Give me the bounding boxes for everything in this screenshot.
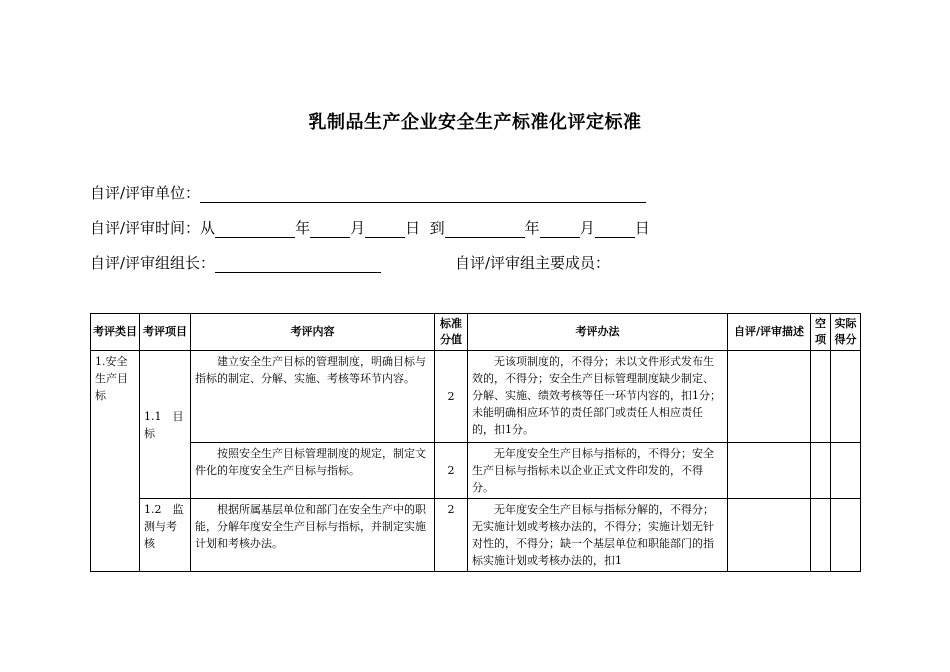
header-description: 自评/评审描述 — [728, 314, 811, 351]
description-cell[interactable] — [728, 443, 811, 499]
header-content: 考评内容 — [191, 314, 435, 351]
header-category: 考评类目 — [91, 314, 140, 351]
method-cell: 无年度安全生产目标与指标的，不得分；安全生产目标与指标未以企业正式文件印发的，不得分。 — [468, 443, 728, 499]
leader-blank[interactable] — [215, 256, 381, 273]
unit-line — [90, 182, 646, 203]
table-row — [91, 351, 861, 443]
end-day-label: 日 — [634, 219, 650, 237]
time-label: 自评/评审时间：从 — [90, 219, 216, 237]
header-project: 考评项目 — [140, 314, 191, 351]
end-year-label: 年 — [524, 219, 540, 237]
score-cell: 2 — [435, 351, 468, 443]
table-row — [91, 443, 861, 499]
start-year-blank[interactable] — [215, 221, 295, 238]
content-cell: 根据所属基层单位和部门在安全生产中的职能，分解年度安全生产目标与指标，并制定实施计划和考核办法。 — [191, 499, 435, 572]
content-cell: 按照安全生产目标管理制度的规定，制定文件化的年度安全生产目标与指标。 — [191, 443, 435, 499]
actual-score-cell[interactable] — [831, 443, 861, 499]
unit-blank[interactable] — [200, 186, 646, 203]
actual-score-cell[interactable] — [831, 499, 861, 572]
table-row — [91, 499, 861, 572]
description-cell[interactable] — [728, 499, 811, 572]
start-month-label: 月 — [350, 219, 366, 237]
empty-item-cell[interactable] — [811, 499, 831, 572]
score-cell: 2 — [435, 443, 468, 499]
end-day-blank[interactable] — [595, 221, 635, 238]
description-cell[interactable] — [728, 351, 811, 443]
members-line — [455, 252, 610, 273]
header-empty-item: 空项 — [811, 314, 831, 351]
time-line — [90, 217, 650, 238]
leader-label: 自评/评审组组长： — [90, 254, 216, 272]
project-cell: 1.1 目标 — [140, 351, 191, 499]
end-year-blank[interactable] — [445, 221, 525, 238]
empty-item-cell[interactable] — [811, 351, 831, 443]
method-cell: 无该项制度的，不得分；未以文件形式发布生效的，不得分；安全生产目标管理制度缺少制定、分解、实施、绩效考核等任一环节内容的，扣1分；未能明确相应环节的责任部门或责任人相应责任的，扣1分。 — [468, 351, 728, 443]
start-day-label: 日 — [405, 219, 421, 237]
to-label: 到 — [429, 219, 445, 237]
empty-item-cell[interactable] — [811, 443, 831, 499]
method-cell: 无年度安全生产目标与指标分解的，不得分；无实施计划或考核办法的，不得分；实施计划无针对性的，不得分；缺一个基层单位和职能部门的指标实施计划或考核办法的，扣1 — [468, 499, 728, 572]
end-month-label: 月 — [579, 219, 595, 237]
document-title: 乳制品生产企业安全生产标准化评定标准 — [308, 112, 642, 133]
project-cell: 1.2 监测与考核 — [140, 499, 191, 572]
header-actual-score: 实际得分 — [831, 314, 861, 351]
start-month-blank[interactable] — [310, 221, 350, 238]
header-score: 标准分值 — [435, 314, 468, 351]
end-month-blank[interactable] — [540, 221, 580, 238]
start-day-blank[interactable] — [365, 221, 405, 238]
table-header-row — [91, 314, 861, 351]
actual-score-cell[interactable] — [831, 351, 861, 443]
content-cell: 建立安全生产目标的管理制度，明确目标与指标的制定、分解、实施、考核等环节内容。 — [191, 351, 435, 443]
leader-line — [90, 252, 381, 273]
evaluation-table — [90, 313, 861, 572]
members-label: 自评/评审组主要成员： — [455, 254, 611, 272]
unit-label: 自评/评审单位： — [90, 184, 201, 202]
start-year-label: 年 — [295, 219, 311, 237]
score-cell: 2 — [435, 499, 468, 572]
header-method: 考评办法 — [468, 314, 728, 351]
category-cell: 1.安全生产目标 — [91, 351, 140, 572]
